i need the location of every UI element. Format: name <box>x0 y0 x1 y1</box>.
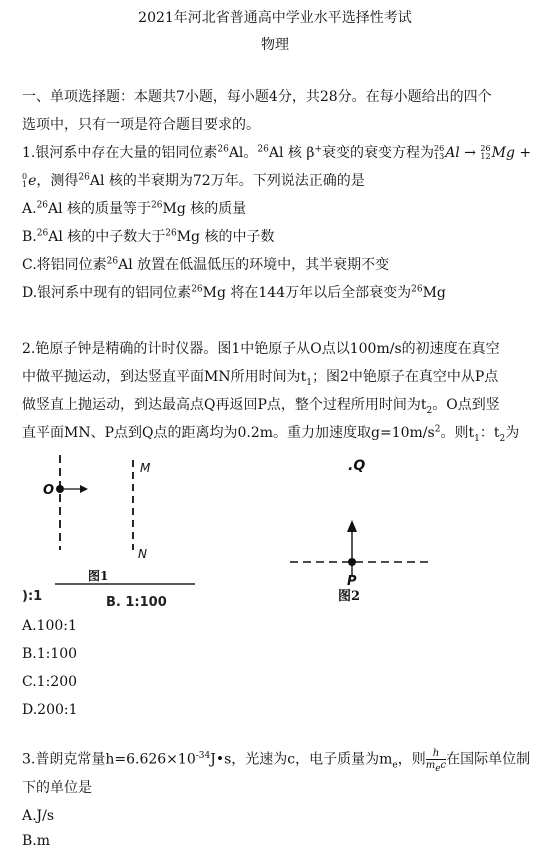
q3-option-b: B.m <box>22 833 51 849</box>
q3-stem-line1: 3.普朗克常量$h=6.626\times 10^{-34}J•s$，光速为c，电子质量为$m_e$，则 $\frac{h}{m_ec}$ 在国际单位制 <box>22 748 531 774</box>
scan-fragment-option-b: B. 1:100 <box>106 595 167 610</box>
q3-option-a: A.J/s <box>22 808 55 824</box>
q2-stem-line4: 直平面MN、P点到Q点的距离均为0.2m。重力加速度取$g=10m/s^2$。则$t_1$：$t_2$为 <box>22 424 520 444</box>
q1-option-a: A.$^{26}$Al 核的质量等于$^{26}$Mg 核的质量 <box>22 200 247 217</box>
q2-figure <box>20 450 540 610</box>
q2-stem-line3: 做竖直上抛运动，到达最高点Q再返回P点，整个过程所用时间为$t_2$。O点到竖 <box>22 397 500 416</box>
mg-nuclide-numbers: 26 12 <box>480 144 491 161</box>
scan-fragment-left: ):1 <box>22 589 43 604</box>
q2-stem-line2: 中做平抛运动，到达竖直平面MN所用时间为$t_1$；图2中铯原子在真空中从P点 <box>22 369 499 388</box>
label-n: N <box>138 547 147 561</box>
q1-option-b: B.$^{26}$Al 核的中子数大于$^{26}$Mg 核的中子数 <box>22 228 275 245</box>
section-header-line2: 选项中，只有一项是符合题目要求的。 <box>22 117 260 133</box>
label-m: M <box>140 461 151 475</box>
q2-option-a: A.100:1 <box>22 618 77 634</box>
label-o: O <box>43 483 55 498</box>
q1-option-c: C.将铝同位素$^{26}$Al 放置在低温低压的环境中，其半衰期不变 <box>22 256 390 273</box>
positron-numbers: 0 1 <box>22 172 28 189</box>
point-o-dot <box>56 485 64 493</box>
q1-stem-line1: 1.银河系中存在大量的铝同位素$^{26}$Al。$^{26}$Al 核 β+衰变的衰变方程为 26 13 Al → 26 12 Mg + <box>22 144 532 161</box>
fig2-caption: 图2 <box>338 589 361 604</box>
q3-stem-line2: 下的单位是 <box>22 780 92 796</box>
exam-title: 2021年河北省普通高中学业水平选择性考试 <box>138 10 412 26</box>
q1-option-d: D.银河系中现有的铝同位素$^{26}$Mg 将在144万年以后全部衰变为$^{26}$Mg <box>22 284 446 301</box>
upward-arrow-head <box>347 520 357 532</box>
q1-stem-line2: 0 1 e，测得$^{26}$Al 核的半衰期为72万年。下列说法正确的是 <box>22 172 365 189</box>
label-q: .Q <box>348 458 366 474</box>
q2-option-c: C.1:200 <box>22 674 78 690</box>
h-over-mec-fraction: $\frac{h}{m_ec}$ <box>425 748 447 774</box>
point-p-dot <box>348 558 356 566</box>
label-p: P <box>347 574 357 589</box>
q2-option-d: D.200:1 <box>22 702 78 718</box>
subject-title: 物理 <box>261 37 289 53</box>
fig1-caption: 图1 <box>88 569 109 583</box>
section-header-line1: 一、单项选择题：本题共7小题，每小题4分，共28分。在每小题给出的四个 <box>22 89 492 105</box>
q2-option-b: B.1:100 <box>22 646 78 662</box>
al-nuclide-numbers: 26 13 <box>434 144 445 161</box>
q2-stem-line1: 2.铯原子钟是精确的计时仪器。图1中铯原子从O点以100m/s的初速度在真空 <box>22 341 500 357</box>
velocity-arrow-head <box>80 485 88 493</box>
